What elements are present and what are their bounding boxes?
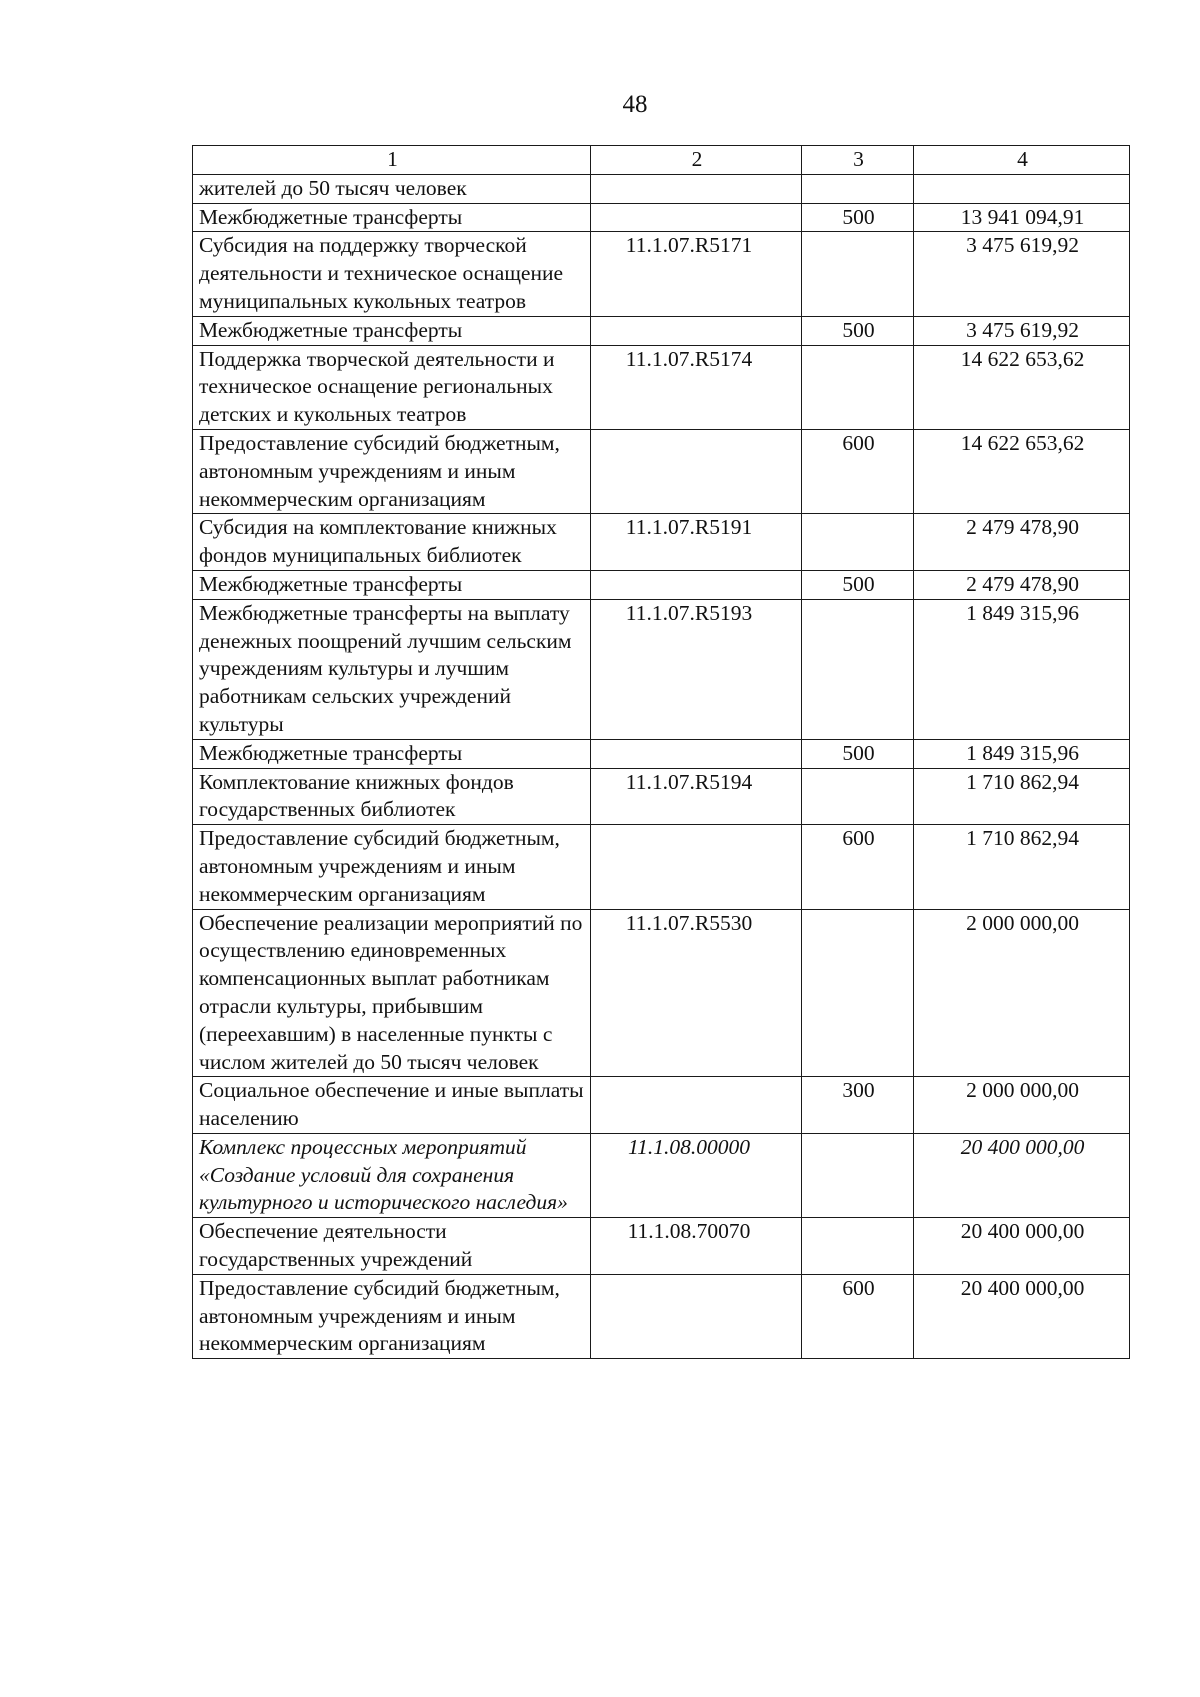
row-amount-cell: 1 849 315,96: [914, 599, 1130, 739]
header-cell-3: 3: [802, 146, 914, 175]
row-type-cell: 300: [802, 1077, 914, 1134]
table-row: [193, 1218, 1130, 1275]
row-code-cell: [591, 1077, 802, 1134]
row-name-cell: Межбюджетные трансферты: [193, 570, 591, 599]
row-type-cell: 600: [802, 429, 914, 513]
row-type-cell: 500: [802, 739, 914, 768]
row-amount-cell: [914, 174, 1130, 203]
table-row: [193, 570, 1130, 599]
table-row: [193, 174, 1130, 203]
row-code-cell: [591, 570, 802, 599]
row-amount-cell: 2 000 000,00: [914, 909, 1130, 1077]
table-row: [193, 825, 1130, 909]
row-code-cell: [591, 429, 802, 513]
row-code-cell: 11.1.07.R5191: [591, 514, 802, 571]
page-number: 48: [622, 91, 648, 118]
row-amount-cell: 14 622 653,62: [914, 345, 1130, 429]
table-row: [193, 739, 1130, 768]
table-row: [193, 1077, 1130, 1134]
table-row: [193, 232, 1130, 316]
row-name-cell: Предоставление субсидий бюджетным, автономным учреждениям и иным некоммерческим организациям: [193, 1274, 591, 1358]
row-amount-cell: 2 479 478,90: [914, 514, 1130, 571]
row-type-cell: [802, 1218, 914, 1275]
row-code-cell: [591, 825, 802, 909]
row-code-cell: [591, 203, 802, 232]
row-name-cell: Межбюджетные трансферты: [193, 316, 591, 345]
row-code-cell: 11.1.07.R5193: [591, 599, 802, 739]
table-row: [193, 1133, 1130, 1217]
table-row: [193, 514, 1130, 571]
header-row: [193, 146, 1130, 175]
row-name-cell: Субсидия на комплектование книжных фондов муниципальных библиотек: [193, 514, 591, 571]
row-amount-cell: 1 849 315,96: [914, 739, 1130, 768]
table-row: [193, 429, 1130, 513]
table-row: [193, 316, 1130, 345]
row-name-cell: Предоставление субсидий бюджетным, автономным учреждениям и иным некоммерческим организациям: [193, 429, 591, 513]
row-type-cell: 500: [802, 570, 914, 599]
table-row: [193, 768, 1130, 825]
row-name-cell: Предоставление субсидий бюджетным, автономным учреждениям и иным некоммерческим организациям: [193, 825, 591, 909]
row-type-cell: [802, 174, 914, 203]
row-code-cell: 11.1.07.R5171: [591, 232, 802, 316]
row-amount-cell: 2 000 000,00: [914, 1077, 1130, 1134]
row-type-cell: 600: [802, 825, 914, 909]
row-name-cell: Комплектование книжных фондов государственных библиотек: [193, 768, 591, 825]
row-code-cell: 11.1.07.R5530: [591, 909, 802, 1077]
table-row: [193, 1274, 1130, 1358]
row-type-cell: 500: [802, 203, 914, 232]
row-code-cell: [591, 1274, 802, 1358]
header-cell-1: 1: [193, 146, 591, 175]
row-amount-cell: 20 400 000,00: [914, 1274, 1130, 1358]
row-type-cell: [802, 909, 914, 1077]
row-code-cell: 11.1.07.R5174: [591, 345, 802, 429]
row-amount-cell: 3 475 619,92: [914, 316, 1130, 345]
row-type-cell: [802, 1133, 914, 1217]
row-name-cell: Межбюджетные трансферты: [193, 203, 591, 232]
row-code-cell: [591, 316, 802, 345]
row-name-cell: Обеспечение реализации мероприятий по осуществлению единовременных компенсационных выплат работникам отрасли культуры, прибывшим (переехавшим) в населенные пункты с числом жителей до 50 тысяч человек: [193, 909, 591, 1077]
table-row: [193, 203, 1130, 232]
row-type-cell: 600: [802, 1274, 914, 1358]
row-code-cell: [591, 739, 802, 768]
row-name-cell: Социальное обеспечение и иные выплаты населению: [193, 1077, 591, 1134]
table-row: [193, 909, 1130, 1077]
row-amount-cell: 13 941 094,91: [914, 203, 1130, 232]
row-name-cell: Субсидия на поддержку творческой деятельности и техническое оснащение муниципальных кукольных театров: [193, 232, 591, 316]
row-type-cell: [802, 768, 914, 825]
row-amount-cell: 20 400 000,00: [914, 1218, 1130, 1275]
row-code-cell: 11.1.08.70070: [591, 1218, 802, 1275]
row-type-cell: [802, 514, 914, 571]
row-code-cell: 11.1.07.R5194: [591, 768, 802, 825]
row-amount-cell: 14 622 653,62: [914, 429, 1130, 513]
row-code-cell: [591, 174, 802, 203]
row-name-cell: Поддержка творческой деятельности и техническое оснащение региональных детских и кукольных театров: [193, 345, 591, 429]
row-name-cell: Межбюджетные трансферты на выплату денежных поощрений лучшим сельским учреждениям культуры и лучшим работникам сельских учреждений культуры: [193, 599, 591, 739]
row-type-cell: [802, 232, 914, 316]
table-row: [193, 599, 1130, 739]
table-body: [193, 174, 1130, 1358]
row-code-cell: 11.1.08.00000: [591, 1133, 802, 1217]
row-amount-cell: 3 475 619,92: [914, 232, 1130, 316]
row-type-cell: [802, 345, 914, 429]
budget-table: [192, 145, 1130, 1359]
row-type-cell: 500: [802, 316, 914, 345]
row-amount-cell: 1 710 862,94: [914, 768, 1130, 825]
row-amount-cell: 2 479 478,90: [914, 570, 1130, 599]
row-type-cell: [802, 599, 914, 739]
header-cell-2: 2: [591, 146, 802, 175]
row-amount-cell: 20 400 000,00: [914, 1133, 1130, 1217]
header-cell-4: 4: [914, 146, 1130, 175]
row-name-cell: Комплекс процессных мероприятий «Создание условий для сохранения культурного и исторического наследия»: [193, 1133, 591, 1217]
table-row: [193, 345, 1130, 429]
row-name-cell: Обеспечение деятельности государственных учреждений: [193, 1218, 591, 1275]
row-name-cell: жителей до 50 тысяч человек: [193, 174, 591, 203]
row-amount-cell: 1 710 862,94: [914, 825, 1130, 909]
row-name-cell: Межбюджетные трансферты: [193, 739, 591, 768]
